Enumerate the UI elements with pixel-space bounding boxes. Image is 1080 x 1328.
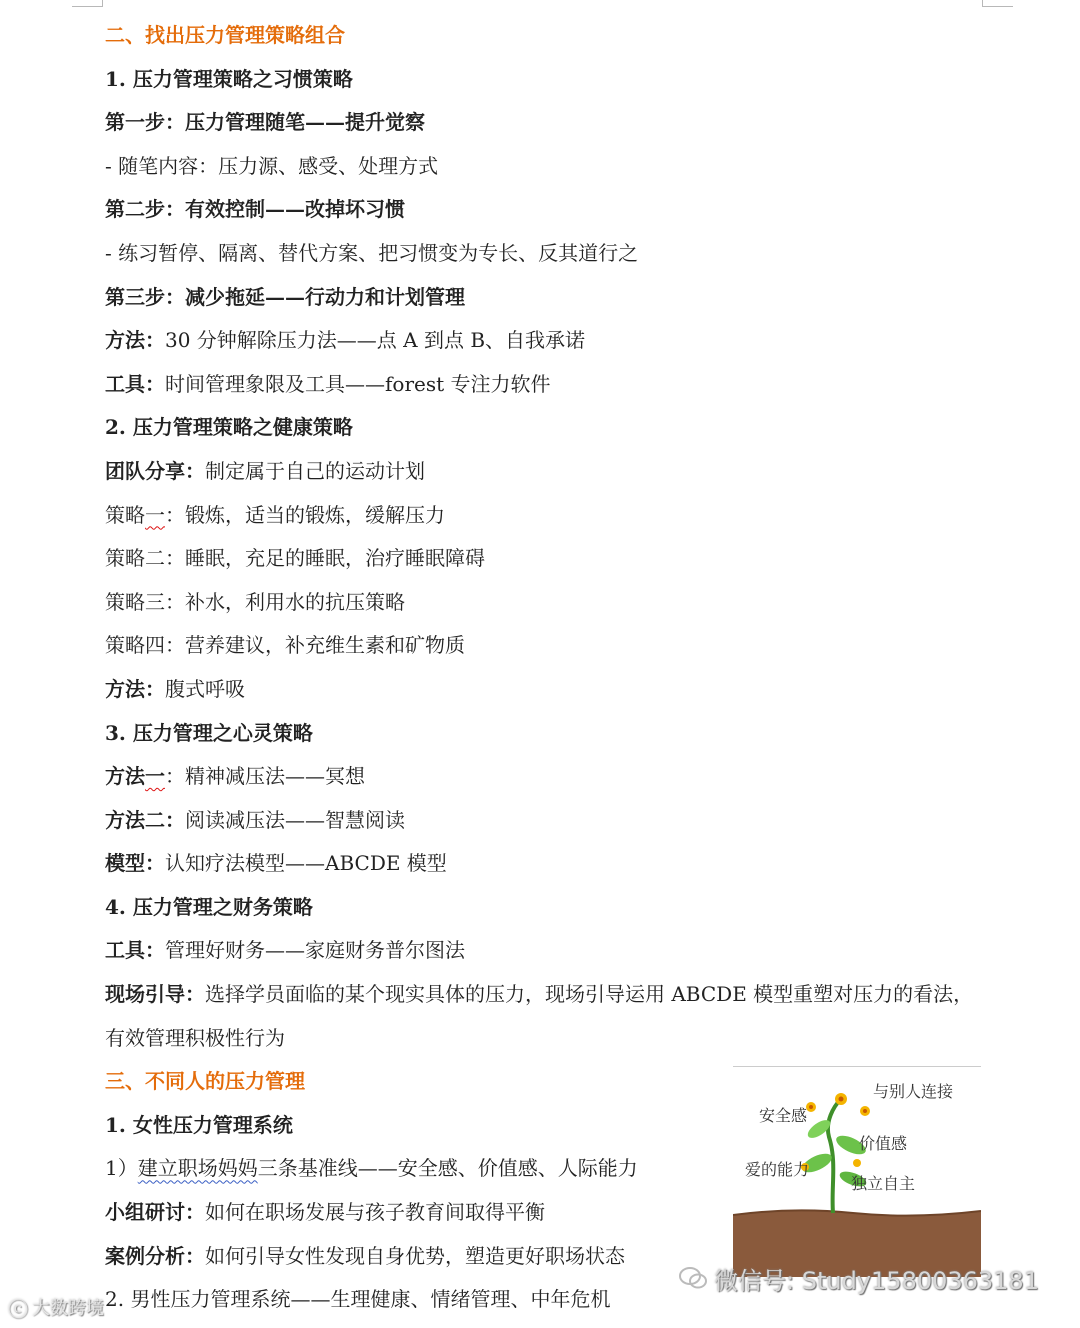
- subheading: 1. 压力管理策略之习惯策略: [105, 66, 353, 91]
- wechat-icon: [678, 1265, 708, 1291]
- line-label: 小组研讨：: [105, 1200, 205, 1225]
- subheading: 第一步：压力管理随笔——提升觉察: [105, 110, 425, 135]
- line-text: ：锻炼，适当的锻炼，缓解压力: [165, 502, 445, 527]
- section-heading: 二、找出压力管理策略组合: [105, 23, 345, 47]
- subheading: 4. 压力管理之财务策略: [105, 894, 313, 919]
- wechat-watermark: [678, 1258, 1039, 1298]
- page-corner-mark: [72, 0, 103, 7]
- brand-watermark: [8, 1292, 104, 1322]
- text-line: [105, 363, 985, 407]
- page-corner-mark: [982, 0, 1013, 7]
- text-line: [105, 799, 985, 843]
- line-label: 方法：: [105, 328, 165, 353]
- section-heading: 三、不同人的压力管理: [105, 1069, 305, 1094]
- line-text: ：精神减压法——冥想: [165, 764, 365, 789]
- subheading: 3. 压力管理之心灵策略: [105, 720, 313, 745]
- paragraph-onsite-guidance: [105, 973, 985, 1060]
- brand-logo-icon: ⓒ: [8, 1296, 28, 1321]
- line-label: 工具：: [105, 371, 165, 396]
- line-prefix: 1）: [105, 1156, 138, 1181]
- line-text: 制定属于自己的运动计划: [205, 458, 425, 483]
- section-groups: [105, 1060, 725, 1322]
- line-label: 团队分享：: [105, 458, 205, 483]
- line-text: 腹式呼吸: [165, 676, 245, 701]
- text-line: [105, 929, 985, 973]
- text-line: [105, 1191, 725, 1235]
- line-label: 方法二：: [105, 807, 185, 832]
- subheading: 第二步：有效控制——改掉坏习惯: [105, 197, 405, 222]
- text-line: [105, 450, 985, 494]
- label-security: 安全感: [759, 1106, 808, 1125]
- brand-text: 大数跨境: [32, 1298, 104, 1319]
- line-text: 管理好财务——家庭财务普尔图法: [165, 938, 465, 963]
- text-line: 策略三：补水，利用水的抗压策略: [105, 589, 405, 614]
- paragraph-label: 现场引导：: [105, 982, 205, 1007]
- line-text: 如何引导女性发现自身优势，塑造更好职场状态: [205, 1243, 625, 1268]
- line-text: 时间管理象限及工具——forest 专注力软件: [165, 371, 551, 396]
- spellcheck-word: 一: [145, 502, 165, 527]
- spellcheck-word: 一: [145, 764, 165, 789]
- text-line: [105, 1235, 725, 1279]
- text-line: [105, 494, 985, 538]
- text-line: 策略二：睡眠，充足的睡眠，治疗睡眠障碍: [105, 546, 485, 571]
- wechat-id-text: 微信号: Study15800363181: [714, 1266, 1039, 1295]
- text-line: [105, 319, 985, 363]
- plant-drawing: [733, 1067, 981, 1277]
- line-label: 模型：: [105, 851, 165, 876]
- line-text: 三条基准线——安全感、价值感、人际能力: [257, 1156, 638, 1181]
- line-text: 如何在职场发展与孩子教育间取得平衡: [205, 1200, 545, 1225]
- label-connect: 与别人连接: [873, 1082, 954, 1101]
- line-label: 工具：: [105, 938, 165, 963]
- section-strategy: [105, 14, 985, 973]
- line-text: 阅读减压法——智慧阅读: [185, 807, 405, 832]
- text-line: [105, 755, 985, 799]
- spellcheck-word: 建立职场妈妈: [137, 1156, 258, 1181]
- paragraph-text: 选择学员面临的某个现实具体的压力，现场引导运用 ABCDE 模型重塑对压力的看法，有效管理积极性行为: [105, 982, 974, 1050]
- line-label: 方法：: [105, 676, 165, 701]
- line-label: 案例分析：: [105, 1243, 205, 1268]
- text-line: [105, 668, 985, 712]
- line-prefix: 策略: [105, 502, 145, 527]
- text-line: [105, 1147, 725, 1191]
- line-text: 认知疗法模型——ABCDE 模型: [165, 851, 447, 876]
- subheading: 第三步：减少拖延——行动力和计划管理: [105, 284, 465, 309]
- subheading: 2. 压力管理策略之健康策略: [105, 415, 353, 440]
- text-line: [105, 842, 985, 886]
- text-line: 2. 男性压力管理系统——生理健康、情绪管理、中年危机: [105, 1287, 611, 1312]
- label-independence: 独立自主: [851, 1174, 916, 1193]
- plant-illustration: [733, 1066, 981, 1277]
- subheading: 1. 女性压力管理系统: [105, 1112, 293, 1137]
- text-line: - 随笔内容：压力源、感受、处理方式: [105, 153, 439, 178]
- line-text: 30 分钟解除压力法——点 A 到点 B、自我承诺: [165, 328, 586, 353]
- line-prefix: 方法: [105, 764, 145, 789]
- label-value: 价值感: [859, 1134, 908, 1153]
- text-line: 策略四：营养建议，补充维生素和矿物质: [105, 633, 465, 658]
- label-love: 爱的能力: [745, 1160, 810, 1179]
- text-line: - 练习暂停、隔离、替代方案、把习惯变为专长、反其道行之: [105, 240, 639, 265]
